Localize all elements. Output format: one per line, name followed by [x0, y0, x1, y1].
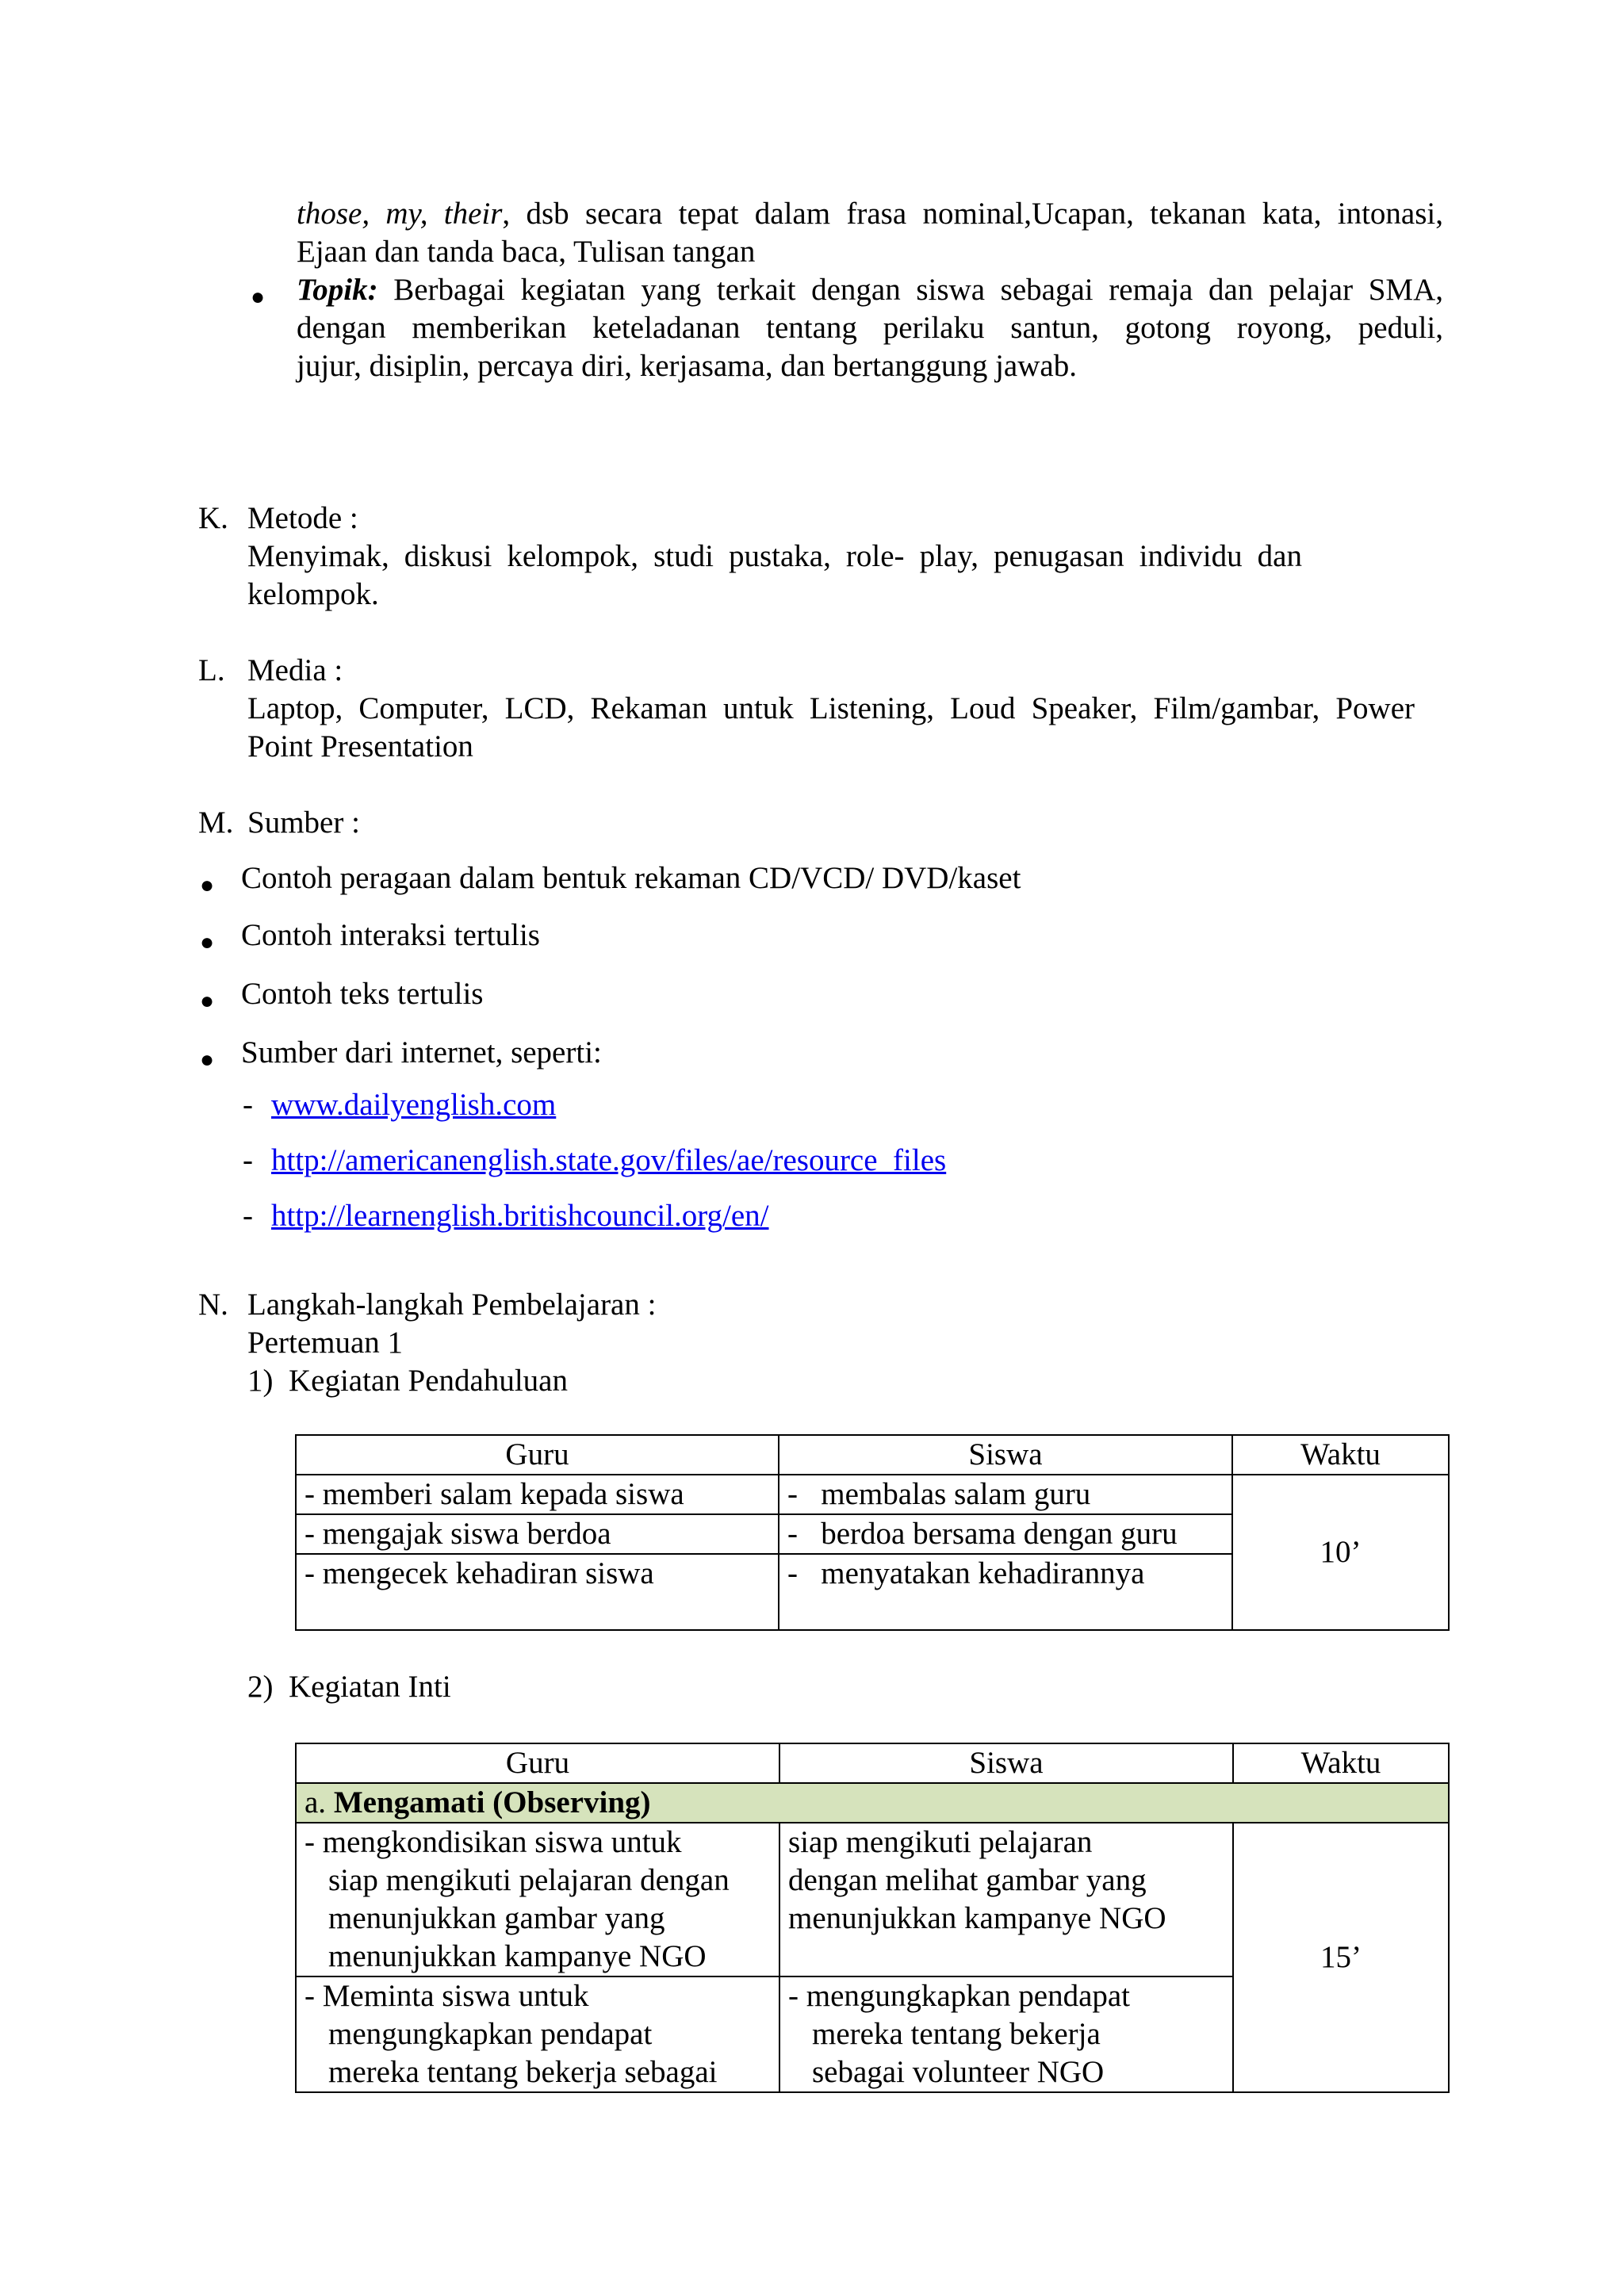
link-dash: -: [243, 1143, 253, 1177]
intro-line-2: Ejaan dan tanda baca, Tulisan tangan: [297, 235, 756, 269]
intro-line-1-italic: those, my, their: [297, 197, 503, 231]
section-l-letter: L.: [198, 653, 225, 687]
table-row: [296, 1823, 1449, 1976]
topic-label: Topik:: [297, 273, 378, 307]
table-cell-waktu: 10’: [1232, 1475, 1449, 1630]
cell-line: sebagai volunteer NGO: [812, 2055, 1105, 2089]
section-k-title: Metode :: [247, 501, 358, 535]
cell-line: siap mengikuti pelajaran: [788, 1825, 1093, 1859]
cell-line: dengan melihat gambar yang: [788, 1863, 1147, 1897]
source-item: Contoh teks tertulis: [241, 977, 484, 1011]
link-britishcouncil[interactable]: http://learnenglish.britishcouncil.org/en/: [271, 1199, 769, 1233]
section-k-line-1: Menyimak, diskusi kelompok, studi pustaka, role- play, penugasan individu dan: [247, 539, 1302, 573]
bullet-icon: ●: [251, 284, 266, 310]
intro-line-1: [297, 195, 1443, 233]
topic-line-1-text: Berbagai kegiatan yang terkait dengan siswa sebagai remaja dan pelajar SMA,: [377, 273, 1443, 307]
topic-line-3: jujur, disiplin, percaya diri, kerjasama, dan bertanggung jawab.: [297, 349, 1077, 383]
cell-line: menunjukkan kampanye NGO: [328, 1939, 707, 1973]
table-cell-siswa: - berdoa bersama dengan guru: [779, 1514, 1232, 1554]
cell-line: menunjukkan gambar yang: [328, 1901, 665, 1935]
phase-prefix: a.: [304, 1785, 334, 1820]
table-header-guru: Guru: [296, 1435, 779, 1475]
intro-activities-table: [295, 1434, 1450, 1631]
table-cell-guru: [296, 1823, 779, 1976]
step-2-label: 2) Kegiatan Inti: [247, 1670, 451, 1704]
table-cell-siswa: - membalas salam guru: [779, 1475, 1232, 1514]
table-cell-guru: [296, 1976, 779, 2092]
core-activities-table: [295, 1743, 1450, 2093]
section-m-letter: M.: [198, 806, 234, 840]
table-header-siswa: Siswa: [779, 1435, 1232, 1475]
bullet-icon: ●: [200, 988, 215, 1014]
section-k-line-2: kelompok.: [247, 577, 379, 611]
source-item: Contoh interaksi tertulis: [241, 918, 540, 952]
section-n-letter: N.: [198, 1288, 228, 1322]
meeting-label: Pertemuan 1: [247, 1326, 404, 1360]
source-item: Contoh peragaan dalam bentuk rekaman CD/VCD/ DVD/kaset: [241, 861, 1021, 895]
bullet-icon: ●: [200, 872, 215, 898]
topic-line-2: dengan memberikan keteladanan tentang perilaku santun, gotong royong, peduli,: [297, 311, 1443, 345]
table-header-row: [296, 1435, 1449, 1475]
cell-line: - mengungkapkan pendapat: [788, 1979, 1131, 2013]
table-header-waktu: Waktu: [1233, 1743, 1449, 1783]
table-cell-guru: - mengecek kehadiran siswa: [296, 1554, 779, 1630]
phase-heading: [296, 1783, 1449, 1823]
table-cell-siswa: [779, 1823, 1233, 1976]
cell-line: siap mengikuti pelajaran dengan: [328, 1863, 730, 1897]
step-1-label: 1) Kegiatan Pendahuluan: [247, 1364, 568, 1398]
section-n-title: Langkah-langkah Pembelajaran :: [247, 1288, 657, 1322]
table-row: [296, 1475, 1449, 1514]
link-americanenglish[interactable]: http://americanenglish.state.gov/files/ae/resource_files: [271, 1143, 947, 1177]
cell-line: menunjukkan kampanye NGO: [788, 1901, 1166, 1935]
section-k-letter: K.: [198, 501, 228, 535]
phase-title: Mengamati (Observing): [333, 1785, 651, 1820]
source-item: Sumber dari internet, seperti:: [241, 1035, 602, 1070]
bullet-icon: ●: [200, 929, 215, 955]
link-dailyenglish[interactable]: www.dailyenglish.com: [271, 1088, 557, 1122]
cell-line: mengungkapkan pendapat: [328, 2017, 653, 2051]
intro-line-1-rest: , dsb secara tepat dalam frasa nominal,Ucapan, tekanan kata, intonasi,: [502, 197, 1443, 231]
table-header-row: [296, 1743, 1449, 1783]
section-m-title: Sumber :: [247, 806, 360, 840]
table-cell-guru: - mengajak siswa berdoa: [296, 1514, 779, 1554]
table-cell-siswa: - menyatakan kehadirannya: [779, 1554, 1232, 1630]
table-header-guru: Guru: [296, 1743, 779, 1783]
phase-row: [296, 1783, 1449, 1823]
section-l-title: Media :: [247, 653, 343, 687]
section-l-line-2: Point Presentation: [247, 729, 473, 763]
cell-line: - mengkondisikan siswa untuk: [304, 1825, 682, 1859]
table-cell-waktu: 15’: [1233, 1823, 1449, 2092]
section-l-line-1: Laptop, Computer, LCD, Rekaman untuk Listening, Loud Speaker, Film/gambar, Power: [247, 691, 1415, 725]
cell-line: mereka tentang bekerja: [812, 2017, 1101, 2051]
bullet-icon: ●: [200, 1047, 215, 1073]
table-cell-guru: - memberi salam kepada siswa: [296, 1475, 779, 1514]
table-cell-siswa: [779, 1976, 1233, 2092]
table-header-siswa: Siswa: [779, 1743, 1233, 1783]
cell-line: mereka tentang bekerja sebagai: [328, 2055, 718, 2089]
table-header-waktu: Waktu: [1232, 1435, 1449, 1475]
cell-line: - Meminta siswa untuk: [304, 1979, 589, 2013]
link-dash: -: [243, 1088, 253, 1122]
link-dash: -: [243, 1199, 253, 1233]
topic-line-1: [297, 271, 1443, 309]
